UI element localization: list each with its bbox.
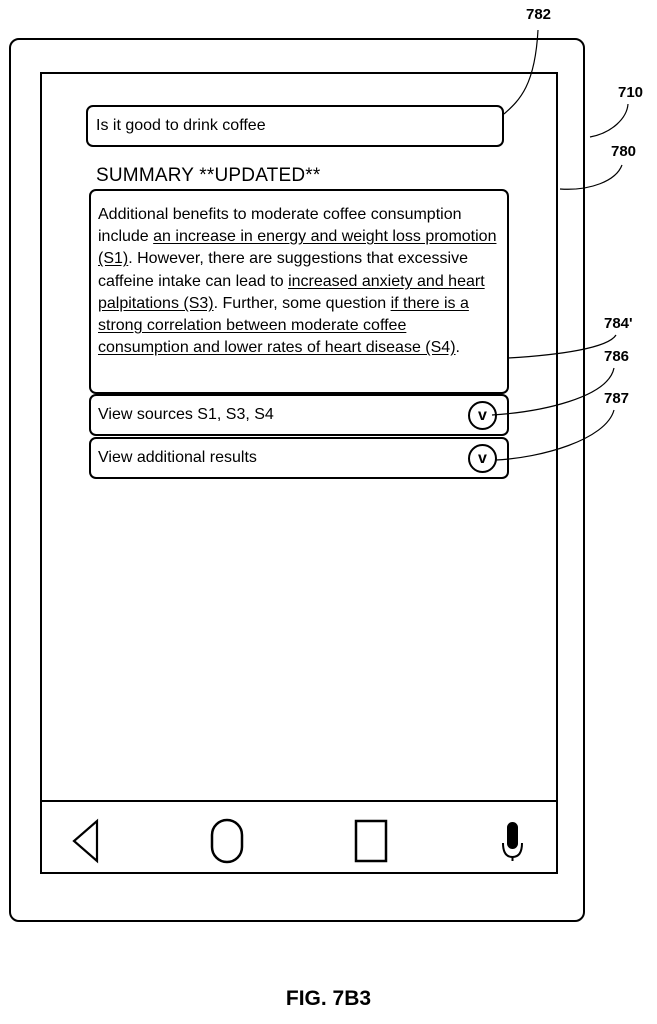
recents-icon[interactable] <box>356 821 386 861</box>
figure-caption: FIG. 7B3 <box>285 987 372 1010</box>
summary-text-3: . Further, some question <box>213 294 391 312</box>
summary-text-2: . However, there are suggestions that excessive caffeine intake can lead to <box>98 250 468 290</box>
ref-710: 710 <box>618 84 644 101</box>
view-additional-results-label: View additional results <box>98 449 257 466</box>
ref-786: 786 <box>604 348 630 365</box>
source-link-s4[interactable]: if there is a strong correlation between moderate coffee consumption and lower rates of heart disease (S4) <box>98 294 469 357</box>
ref-784: 784' <box>604 315 633 332</box>
back-icon[interactable] <box>74 821 97 861</box>
chevron-down-icon[interactable]: v <box>468 401 497 430</box>
home-icon[interactable] <box>212 820 242 862</box>
view-sources-label: View sources S1, S3, S4 <box>98 406 274 423</box>
summary-heading: SUMMARY **UPDATED** <box>96 165 321 186</box>
ref-782: 782 <box>526 6 552 23</box>
leader-line-780 <box>560 165 622 189</box>
search-query-field[interactable]: Is it good to drink coffee <box>86 105 504 147</box>
summary-text-4: . <box>455 339 460 357</box>
microphone-icon[interactable] <box>503 822 522 861</box>
leader-line-782 <box>504 30 538 114</box>
ref-787: 787 <box>604 390 630 407</box>
source-link-s1[interactable]: an increase in energy and weight loss promotion (S1) <box>98 228 497 268</box>
leader-line-786 <box>492 368 614 415</box>
source-link-s3[interactable]: increased anxiety and heart palpitations (S3) <box>98 272 485 312</box>
leader-line-784 <box>508 335 616 358</box>
ref-780: 780 <box>611 143 637 160</box>
summary-text-1: Additional benefits to moderate coffee consumption include <box>98 206 462 246</box>
leader-line-787 <box>496 410 614 460</box>
chevron-down-icon[interactable]: v <box>468 444 497 473</box>
leader-line-710 <box>590 104 628 137</box>
